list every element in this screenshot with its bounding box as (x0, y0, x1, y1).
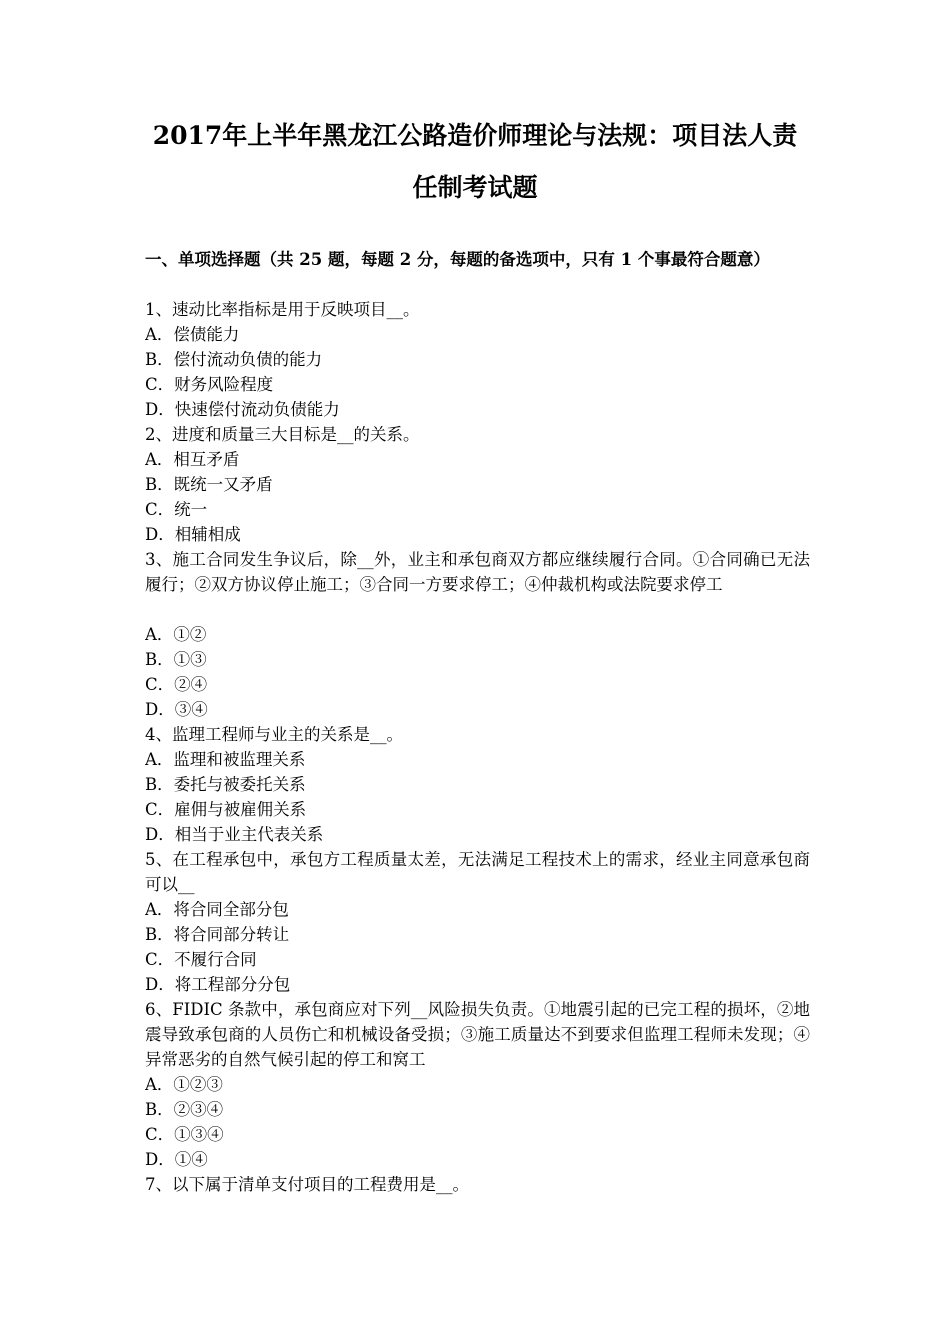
question-stem: 4、监理工程师与业主的关系是__。 (145, 725, 403, 744)
question-option: A．①②③ (145, 1075, 223, 1094)
question-stem: 1、速动比率指标是用于反映项目__。 (145, 300, 420, 319)
question-option: D．相当于业主代表关系 (145, 825, 324, 844)
question-option: A．相互矛盾 (145, 450, 240, 469)
question-option: C．统一 (145, 500, 208, 519)
question-option: C．不履行合同 (145, 950, 257, 969)
question-stem: 2、进度和质量三大目标是__的关系。 (145, 425, 420, 444)
question-stem: 5、在工程承包中，承包方工程质量太差，无法满足工程技术上的需求，经业主同意承包商可以__ (145, 850, 810, 894)
question-stem: 7、以下属于清单支付项目的工程费用是__。 (145, 1175, 469, 1194)
question-option: C．财务风险程度 (145, 375, 274, 394)
section-heading: 一、单项选择题（共 25 题，每题 2 分，每题的备选项中，只有 1 个事最符合题意） (145, 250, 770, 269)
question-option: C．②④ (145, 675, 208, 694)
document-title-line-1: 2017年上半年黑龙江公路造价师理论与法规：项目法人责 (152, 121, 798, 150)
question-option: B．将合同部分转让 (145, 925, 290, 944)
document-title-line-2: 任制考试题 (412, 173, 538, 202)
question-option: D．相辅相成 (145, 525, 241, 544)
question-option: B．既统一又矛盾 (145, 475, 273, 494)
question-stem: 6、FIDIC 条款中，承包商应对下列__风险损失负责。①地震引起的已完工程的损坏，②地震导致承包商的人员伤亡和机械设备受损；③施工质量达不到要求但监理工程师未发现；④异常恶劣的自然气候引起的停工和窝工 (145, 1000, 810, 1069)
question-stem: 3、施工合同发生争议后，除__外，业主和承包商双方都应继续履行合同。①合同确已无法履行；②双方协议停止施工；③合同一方要求停工；④仲裁机构或法院要求停工 (145, 550, 810, 594)
question-option: C．雇佣与被雇佣关系 (145, 800, 307, 819)
question-option: B．①③ (145, 650, 207, 669)
question-option: D．将工程部分分包 (145, 975, 291, 994)
question-option: B．②③④ (145, 1100, 224, 1119)
question-option: D．③④ (145, 700, 208, 719)
question-option: D．快速偿付流动负债能力 (145, 400, 340, 419)
question-option: A．监理和被监理关系 (145, 750, 306, 769)
question-option: C．①③④ (145, 1125, 224, 1144)
question-option: B．偿付流动负债的能力 (145, 350, 323, 369)
question-option: A．①② (145, 625, 207, 644)
question-option: A．将合同全部分包 (145, 900, 289, 919)
question-option: B．委托与被委托关系 (145, 775, 306, 794)
document-body (145, 247, 810, 1197)
question-option: D．①④ (145, 1150, 208, 1169)
question-option: A．偿债能力 (145, 325, 240, 344)
